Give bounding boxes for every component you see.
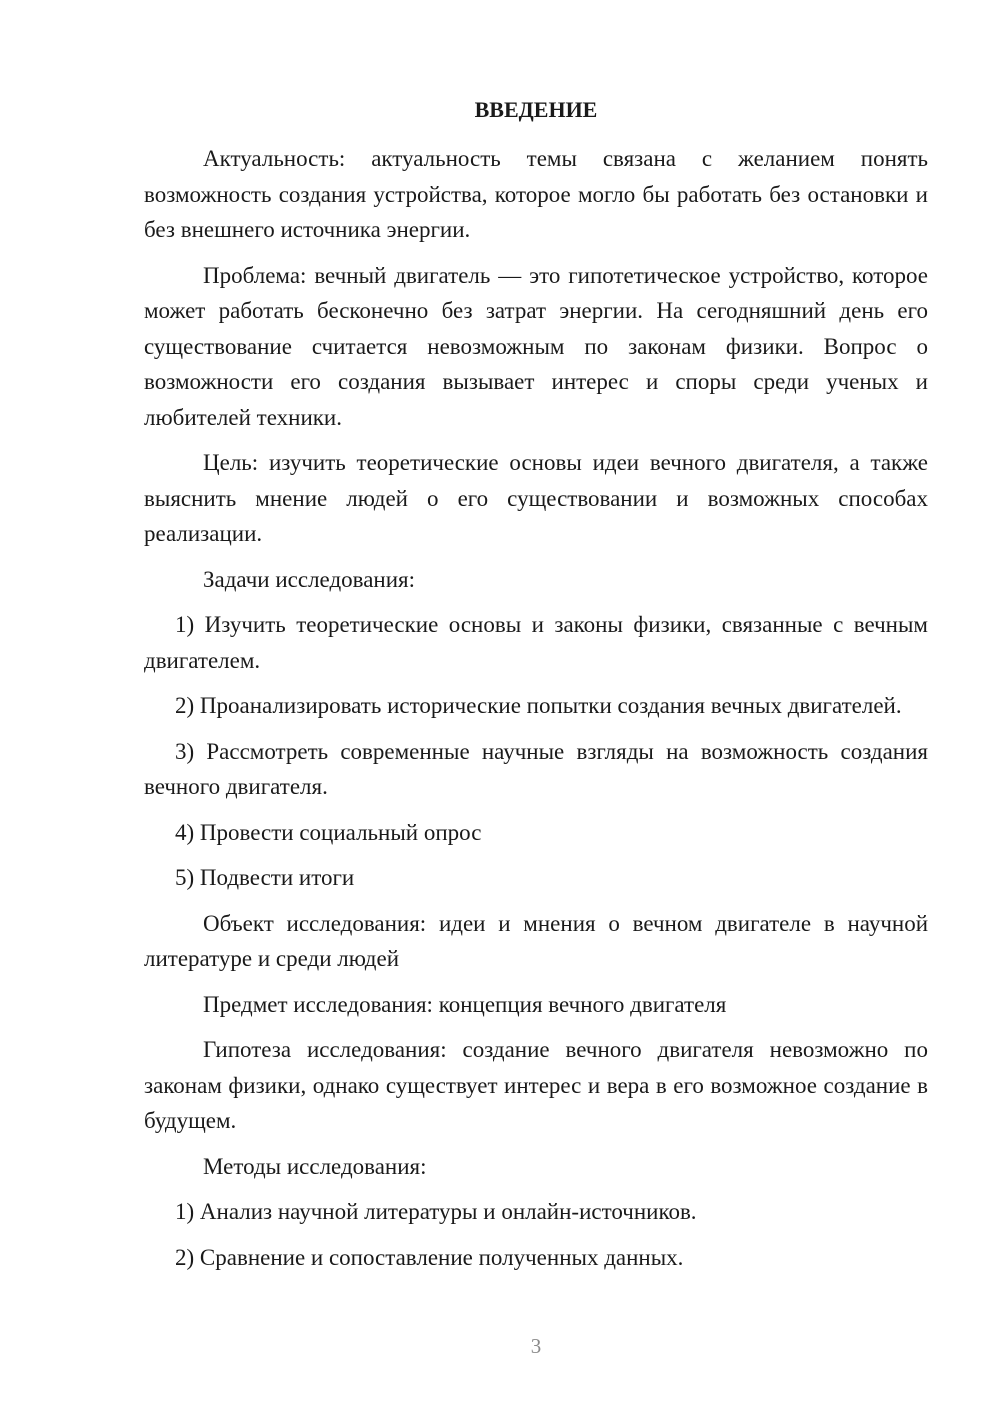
task-item: 2) Проанализировать исторические попытки создания вечных двигателей. bbox=[175, 693, 902, 718]
hypothesis-paragraph: Гипотеза исследования: создание вечного двигателя невозможно по законам физики, однако существует интерес и вера в его возможное создание в будущем. bbox=[144, 1037, 928, 1133]
problem-paragraph: Проблема: вечный двигатель — это гипотетическое устройство, которое может работать бесконечно без затрат энергии. На сегодняшний день его существование считается невозможным по законам физики. Вопрос о возможности его создания вызывает интерес и споры среди ученых и любителей техники. bbox=[144, 262, 928, 430]
section-heading: ВВЕДЕНИЕ bbox=[474, 97, 598, 122]
object-paragraph: Объект исследования: идеи и мнения о вечном двигателе в научной литературе и среди людей bbox=[144, 910, 928, 971]
method-item: 1) Анализ научной литературы и онлайн-источников. bbox=[175, 1199, 697, 1224]
tasks-title: Задачи исследования: bbox=[203, 566, 416, 592]
relevance-paragraph: Актуальность: актуальность темы связана с желанием понять возможность создания устройства, которое могло бы работать без остановки и без внешнего источника энергии. bbox=[144, 146, 928, 242]
task-item: 4) Провести социальный опрос bbox=[175, 819, 482, 845]
page-content bbox=[144, 95, 928, 1285]
method-item: 2) Сравнение и сопоставление полученных данных. bbox=[175, 1244, 684, 1270]
task-item: 3) Рассмотреть современные научные взгляды на возможность создания вечного двигателя. bbox=[144, 738, 928, 799]
subject-paragraph: Предмет исследования: концепция вечного двигателя bbox=[203, 991, 727, 1017]
page-number: 3 bbox=[530, 1334, 542, 1358]
task-item: 1) Изучить теоретические основы и законы физики, связанные с вечным двигателем. bbox=[144, 612, 928, 673]
task-item: 5) Подвести итоги bbox=[175, 865, 355, 890]
methods-title: Методы исследования: bbox=[203, 1153, 427, 1179]
goal-paragraph: Цель: изучить теоретические основы идеи вечного двигателя, а также выяснить мнение людей о его существовании и возможных способах реализации. bbox=[144, 450, 928, 546]
